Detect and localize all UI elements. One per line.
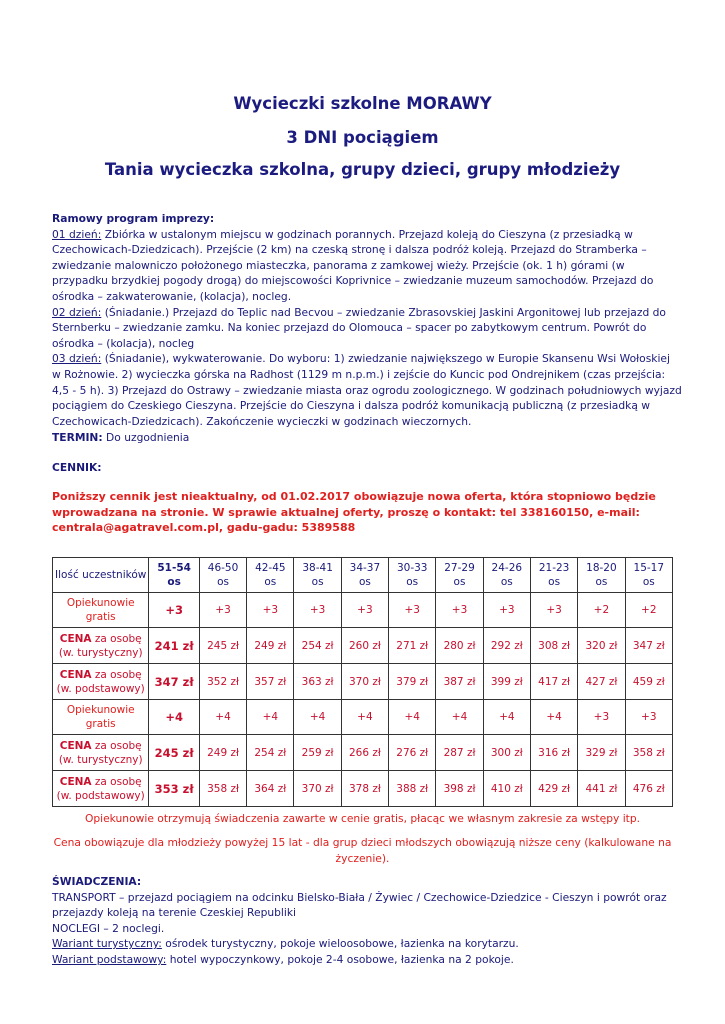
price-cell: 347 zł <box>625 628 672 664</box>
row-label: Opiekunowie gratis <box>53 700 149 735</box>
price-cell: 427 zł <box>578 664 625 700</box>
price-cell: 316 zł <box>530 735 577 771</box>
price-cell: 410 zł <box>483 771 530 807</box>
price-cell: 260 zł <box>341 628 388 664</box>
termin-label: TERMIN: <box>52 431 103 444</box>
price-cell: 370 zł <box>294 771 341 807</box>
group-header-cell: 51-54 os <box>149 558 199 593</box>
row-label <box>53 664 149 700</box>
price-cell: 358 zł <box>199 771 246 807</box>
youth-note: Cena obowiązuje dla młodzieży powyżej 15 lat - dla grup dzieci młodszych obowiązują niższe ceny (kalkulowane na życzenie). <box>53 836 672 865</box>
program-section <box>52 211 682 429</box>
price-cell: +3 <box>578 700 625 735</box>
row-label-bold: CENA <box>59 775 92 788</box>
services-variant-2 <box>52 952 677 968</box>
price-cell: 364 zł <box>247 771 294 807</box>
table-header-row <box>53 558 673 593</box>
day-label: 03 dzień: <box>52 352 102 366</box>
termin-value: Do uzgodnienia <box>102 431 190 444</box>
day-label: 02 dzień: <box>52 305 102 319</box>
services-transport: TRANSPORT – przejazd pociągiem na odcinku Bielsko-Biała / Żywiec / Czechowice-Dziedzice - Cieszyn i powrót oraz przejazdy koleją na terenie Czeskiej Republiki <box>52 890 667 920</box>
price-cell: +4 <box>247 700 294 735</box>
price-cell: 249 zł <box>199 735 246 771</box>
day-text: (Śniadanie.) Przejazd do Teplic nad Becvou – zwiedzanie Zbrasovskiej Jaskini Argonitowej lub przejazd do Sternberku – zwiedzanie zamku. Na koniec przejazd do Olomouca – spacer po zabytkowym centrum. Powrót do ośrodka – (kolacja), nocleg <box>52 305 666 350</box>
price-cell: 308 zł <box>530 628 577 664</box>
program-day-2 <box>52 305 682 352</box>
price-cell: 378 zł <box>341 771 388 807</box>
price-cell: +4 <box>389 700 436 735</box>
price-cell: 459 zł <box>625 664 672 700</box>
price-cell: +4 <box>483 700 530 735</box>
page-subtitle: 3 DNI pociągiem <box>286 128 439 147</box>
row-label <box>53 735 149 771</box>
services-heading: ŚWIADCZENIA: <box>52 875 142 888</box>
group-header-cell: 30-33 os <box>389 558 436 593</box>
price-cell: 271 zł <box>389 628 436 664</box>
price-cell: 254 zł <box>247 735 294 771</box>
day-text: (Śniadanie), wykwaterowanie. Do wyboru: 1) zwiedzanie największego w Europie Skansenu Wsi Wołoskiej w Rożnowie. 2) wycieczka górska na Radhost (1129 m n.p.m.) i zejście do Kuncic pod Ondrejnikem (czas przejścia: 4,5 - 5 h). 3) Przejazd do Ostrawy – zwiedzanie miasta oraz ogrodu zoologicznego. W godzinach południowych wyjazd pociągiem do Czeskiego Cieszyna. Przejście do Cieszyna i dalsza podróż komunikacją publiczną (z przesiadką w Czechowicach-Dziedzicach). Zakończenie wycieczki w godzinach wieczornych. <box>52 352 682 428</box>
group-header-cell: 24-26 os <box>483 558 530 593</box>
day-label: 01 dzień: <box>52 227 102 241</box>
price-cell: +3 <box>436 593 483 628</box>
price-cell: 320 zł <box>578 628 625 664</box>
price-cell: +4 <box>341 700 388 735</box>
price-cell: 287 zł <box>436 735 483 771</box>
price-table <box>52 557 673 807</box>
termin-line <box>52 430 682 446</box>
price-cell: +3 <box>149 593 199 628</box>
price-notice: Poniższy cennik jest nieaktualny, od 01.02.2017 obowiązuje nowa oferta, która stopniowo będzie wprowadzana na stronie. W sprawie aktualnej oferty, proszę o kontakt: tel 338160150, e-mail: centrala@agatravel.com.pl, gadu-gadu: 5389588 <box>52 490 656 535</box>
price-cell: 300 zł <box>483 735 530 771</box>
price-cell: 399 zł <box>483 664 530 700</box>
row-label-bold: CENA <box>59 632 92 645</box>
program-day-1 <box>52 227 682 305</box>
price-cell: +3 <box>483 593 530 628</box>
row-label-bold: CENA <box>59 668 92 681</box>
price-cell: +4 <box>436 700 483 735</box>
cennik-heading: CENNIK: <box>52 461 102 474</box>
services-noclegi: NOCLEGI – 2 noclegi. <box>52 921 165 935</box>
price-cell: +4 <box>530 700 577 735</box>
table-row <box>53 664 673 700</box>
table-row <box>53 700 673 735</box>
program-heading: Ramowy program imprezy: <box>52 212 215 225</box>
price-cell: 249 zł <box>247 628 294 664</box>
price-cell: 352 zł <box>199 664 246 700</box>
price-cell: 476 zł <box>625 771 672 807</box>
price-cell: 429 zł <box>530 771 577 807</box>
price-cell: +3 <box>199 593 246 628</box>
price-cell: 363 zł <box>294 664 341 700</box>
row-label-rest: za osobę (w. turystyczny) <box>58 739 143 766</box>
row-label <box>53 771 149 807</box>
variant-text: hotel wypoczynkowy, pokoje 2-4 osobowe, łazienka na 2 pokoje. <box>166 952 514 966</box>
price-cell: +3 <box>389 593 436 628</box>
price-cell: +4 <box>294 700 341 735</box>
price-cell: 245 zł <box>199 628 246 664</box>
price-cell: 388 zł <box>389 771 436 807</box>
price-cell: 266 zł <box>341 735 388 771</box>
price-cell: 280 zł <box>436 628 483 664</box>
price-cell: 358 zł <box>625 735 672 771</box>
price-cell: 254 zł <box>294 628 341 664</box>
price-cell: 329 zł <box>578 735 625 771</box>
price-cell: +3 <box>625 700 672 735</box>
price-cell: +3 <box>341 593 388 628</box>
price-cell: +3 <box>247 593 294 628</box>
group-header-cell: 27-29 os <box>436 558 483 593</box>
price-cell: 353 zł <box>149 771 199 807</box>
group-header-cell: 15-17 os <box>625 558 672 593</box>
price-cell: 370 zł <box>341 664 388 700</box>
price-cell: 387 zł <box>436 664 483 700</box>
variant-text: ośrodek turystyczny, pokoje wieloosobowe, łazienka na korytarzu. <box>161 937 519 951</box>
variant-label: Wariant turystyczny: <box>52 937 162 951</box>
group-header-cell: 42-45 os <box>247 558 294 593</box>
price-cell: 259 zł <box>294 735 341 771</box>
variant-label: Wariant podstawowy: <box>52 952 167 966</box>
group-header-cell: 46-50 os <box>199 558 246 593</box>
price-cell: +2 <box>578 593 625 628</box>
price-cell: 417 zł <box>530 664 577 700</box>
header-label: Ilość uczestników <box>53 558 149 593</box>
program-day-3 <box>52 351 682 429</box>
row-label-bold: CENA <box>59 739 92 752</box>
price-cell: 292 zł <box>483 628 530 664</box>
row-label-rest: za osobę (w. podstawowy) <box>56 668 145 695</box>
table-row <box>53 593 673 628</box>
table-row <box>53 771 673 807</box>
row-label <box>53 628 149 664</box>
price-cell: +2 <box>625 593 672 628</box>
price-cell: 241 zł <box>149 628 199 664</box>
price-cell: 276 zł <box>389 735 436 771</box>
table-row <box>53 735 673 771</box>
page-title: Wycieczki szkolne MORAWY <box>233 94 492 113</box>
services-variant-1 <box>52 936 677 952</box>
group-header-cell: 21-23 os <box>530 558 577 593</box>
price-cell: 357 zł <box>247 664 294 700</box>
table-row <box>53 628 673 664</box>
price-cell: 379 zł <box>389 664 436 700</box>
row-label: Opiekunowie gratis <box>53 593 149 628</box>
group-header-cell: 38-41 os <box>294 558 341 593</box>
price-cell: +3 <box>294 593 341 628</box>
price-cell: +4 <box>149 700 199 735</box>
row-label-rest: za osobę (w. podstawowy) <box>56 775 145 802</box>
day-text: Zbiórka w ustalonym miejscu w godzinach porannych. Przejazd koleją do Cieszyna (z przesiadką w Czechowicach-Dziedzicach). Przejście (2 km) na czeską stronę i dalsza podróż koleją. Przejazd do Stramberka – zwiedzanie malowniczo położonego miasteczka, panorama z zamkowej wieży. Przejście (ok. 1 h) górami (w przypadku brzydkiej pogody drogą) do miejscowości Koprivnice – zwiedzanie muzeum samochodów. Przejazd do ośrodka – zakwaterowanie, (kolacja), nocleg. <box>52 227 654 303</box>
price-cell: +4 <box>199 700 246 735</box>
group-header-cell: 34-37 os <box>341 558 388 593</box>
page-tagline: Tania wycieczka szkolna, grupy dzieci, grupy młodzieży <box>104 160 621 179</box>
price-cell: 441 zł <box>578 771 625 807</box>
row-label-rest: za osobę (w. turystyczny) <box>58 632 143 659</box>
services-section <box>52 874 677 968</box>
price-cell: 398 zł <box>436 771 483 807</box>
group-header-cell: 18-20 os <box>578 558 625 593</box>
price-cell: 245 zł <box>149 735 199 771</box>
price-cell: 347 zł <box>149 664 199 700</box>
price-cell: +3 <box>530 593 577 628</box>
guardians-note: Opiekunowie otrzymują świadczenia zawarte w cenie gratis, płacąc we własnym zakresie za wstępy itp. <box>84 812 641 825</box>
